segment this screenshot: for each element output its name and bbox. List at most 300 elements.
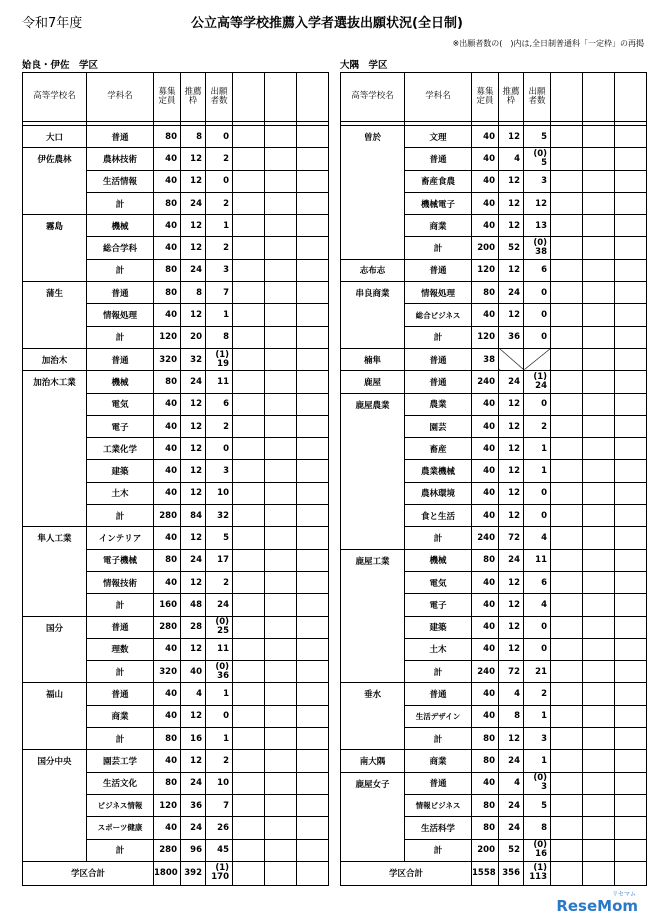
capacity-cell: 40 <box>472 393 499 415</box>
blank-cell <box>615 348 647 370</box>
blank-cell <box>551 326 583 348</box>
blank-cell <box>233 282 265 304</box>
applicants-cell: 10 <box>206 772 233 794</box>
blank-cell <box>615 126 647 148</box>
applicants-cell: 2 <box>206 750 233 772</box>
blank-cell <box>551 482 583 504</box>
capacity-cell: 40 <box>154 571 181 593</box>
blank-cell <box>551 728 583 750</box>
header-blank <box>265 73 297 122</box>
dept-name: 計 <box>87 594 154 616</box>
school-name: 南大隅 <box>341 750 405 772</box>
applicants-cell: 0 <box>524 326 551 348</box>
blank-cell <box>233 817 265 839</box>
blank-cell <box>583 326 615 348</box>
blank-cell <box>297 571 329 593</box>
blank-cell <box>265 415 297 437</box>
capacity-cell: 40 <box>472 415 499 437</box>
dept-name: 土木 <box>87 482 154 504</box>
blank-cell <box>233 148 265 170</box>
blank-cell <box>265 772 297 794</box>
capacity-cell: 80 <box>472 728 499 750</box>
dept-name: 総合ビジネス <box>405 304 472 326</box>
capacity-cell: 80 <box>472 282 499 304</box>
capacity-cell: 200 <box>472 839 499 861</box>
dept-name: 計 <box>87 259 154 281</box>
dept-name: 計 <box>87 326 154 348</box>
blank-cell <box>551 348 583 370</box>
quota-cell: 12 <box>181 638 206 660</box>
quota-cell: 48 <box>181 594 206 616</box>
blank-cell <box>233 638 265 660</box>
blank-cell <box>265 794 297 816</box>
dept-name: 建築 <box>405 616 472 638</box>
applicants-cell <box>524 148 551 170</box>
blank-cell <box>265 282 297 304</box>
blank-cell <box>297 594 329 616</box>
table-row <box>341 348 647 370</box>
blank-cell <box>583 304 615 326</box>
quota-cell: 12 <box>181 527 206 549</box>
applicants-value: 25 <box>217 626 229 637</box>
school-name: 霧島 <box>23 215 87 282</box>
blank-cell <box>551 549 583 571</box>
applicants-cell: 2 <box>206 237 233 259</box>
applicants-cell: 1 <box>206 728 233 750</box>
blank-cell <box>615 259 647 281</box>
dept-name: 農林技術 <box>87 148 154 170</box>
capacity-cell: 40 <box>472 304 499 326</box>
blank-cell <box>583 237 615 259</box>
quota-cell: 96 <box>181 839 206 861</box>
quota-cell: 52 <box>499 839 524 861</box>
header-row <box>341 73 647 122</box>
blank-cell <box>615 705 647 727</box>
quota-cell: 12 <box>499 571 524 593</box>
applicants-cell: 1 <box>524 705 551 727</box>
header-capacity-line2: 定員 <box>158 96 176 106</box>
total-applicants-sub: (1) <box>533 863 547 874</box>
blank-cell <box>583 282 615 304</box>
dept-name: 園芸 <box>405 415 472 437</box>
capacity-cell: 40 <box>472 571 499 593</box>
applicants-cell: 0 <box>206 126 233 148</box>
school-name: 鹿屋女子 <box>341 772 405 861</box>
applicants-cell: 0 <box>206 438 233 460</box>
blank-cell <box>583 259 615 281</box>
dept-name: 建築 <box>87 460 154 482</box>
header-school: 高等学校名 <box>341 73 405 122</box>
blank-cell <box>551 438 583 460</box>
applicants-quota-sub: (0) <box>533 148 547 159</box>
applicants-cell: 5 <box>206 527 233 549</box>
blank-cell <box>551 750 583 772</box>
capacity-cell: 120 <box>472 326 499 348</box>
blank-cell <box>615 237 647 259</box>
blank-cell <box>233 326 265 348</box>
table-row <box>341 750 647 772</box>
table-right <box>340 72 647 886</box>
blank-cell <box>583 728 615 750</box>
blank-cell <box>233 126 265 148</box>
blank-cell <box>615 750 647 772</box>
quota-cell: 12 <box>181 460 206 482</box>
quota-cell: 20 <box>181 326 206 348</box>
applicants-cell: 12 <box>524 192 551 214</box>
blank-cell <box>551 170 583 192</box>
blank-cell <box>551 371 583 393</box>
applicants-cell: 6 <box>206 393 233 415</box>
total-capacity: 1800 <box>154 861 181 885</box>
blank-cell <box>297 705 329 727</box>
capacity-cell: 80 <box>154 772 181 794</box>
school-name: 隼人工業 <box>23 527 87 616</box>
dept-name: 計 <box>87 728 154 750</box>
quota-cell: 12 <box>499 616 524 638</box>
dept-name: 文理 <box>405 126 472 148</box>
applicants-cell: 4 <box>524 527 551 549</box>
quota-cell: 24 <box>181 549 206 571</box>
quota-cell: 8 <box>181 126 206 148</box>
quota-cell: 24 <box>499 549 524 571</box>
quota-cell: 12 <box>499 126 524 148</box>
applicants-cell: 0 <box>524 304 551 326</box>
blank-cell <box>583 594 615 616</box>
applicants-cell: 0 <box>524 616 551 638</box>
dept-name: 農業 <box>405 393 472 415</box>
blank-cell <box>233 415 265 437</box>
applicants-cell: 1 <box>524 460 551 482</box>
capacity-cell: 40 <box>472 638 499 660</box>
quota-cell: 84 <box>181 505 206 527</box>
applicants-cell <box>524 772 551 794</box>
dept-name: 普通 <box>87 616 154 638</box>
capacity-cell: 80 <box>472 794 499 816</box>
capacity-cell: 40 <box>154 415 181 437</box>
blank-cell <box>615 371 647 393</box>
blank-cell <box>265 549 297 571</box>
blank-cell <box>551 594 583 616</box>
blank-cell <box>551 215 583 237</box>
blank-cell <box>615 638 647 660</box>
quota-cell: 52 <box>499 237 524 259</box>
applicants-quota-sub: (0) <box>533 238 547 249</box>
quota-cell: 36 <box>499 326 524 348</box>
blank-cell <box>615 527 647 549</box>
capacity-cell: 320 <box>154 348 181 370</box>
capacity-cell: 80 <box>154 126 181 148</box>
capacity-cell: 320 <box>154 661 181 683</box>
blank-cell <box>265 750 297 772</box>
dept-name: 商業 <box>87 705 154 727</box>
blank-cell <box>265 348 297 370</box>
capacity-cell: 40 <box>472 126 499 148</box>
blank-cell <box>615 817 647 839</box>
dept-name: 総合学科 <box>87 237 154 259</box>
applicants-cell <box>524 237 551 259</box>
blank-cell <box>551 705 583 727</box>
blank-cell <box>297 549 329 571</box>
header-capacity <box>154 73 181 122</box>
applicants-value: 38 <box>535 247 547 258</box>
capacity-cell: 80 <box>154 371 181 393</box>
applicants-cell: 2 <box>524 683 551 705</box>
blank-cell <box>265 482 297 504</box>
dept-name: 普通 <box>405 348 472 370</box>
capacity-cell: 80 <box>154 259 181 281</box>
dept-name: 情報処理 <box>405 282 472 304</box>
total-label: 学区合計 <box>23 861 154 885</box>
blank-cell <box>265 259 297 281</box>
table-row <box>23 215 329 237</box>
table-row <box>341 683 647 705</box>
applicants-quota-sub: (0) <box>215 661 229 672</box>
blank-cell <box>615 215 647 237</box>
capacity-cell: 160 <box>154 594 181 616</box>
blank-cell <box>551 817 583 839</box>
dept-name: 農林環境 <box>405 482 472 504</box>
blank-cell <box>297 259 329 281</box>
applicants-cell: 0 <box>524 393 551 415</box>
quota-cell: 12 <box>181 415 206 437</box>
blank-cell <box>297 683 329 705</box>
dept-name: 普通 <box>405 148 472 170</box>
quota-cell: 12 <box>499 438 524 460</box>
applicants-cell: 2 <box>206 415 233 437</box>
blank-cell <box>297 393 329 415</box>
blank-cell <box>583 192 615 214</box>
blank-cell <box>583 549 615 571</box>
blank-cell <box>233 728 265 750</box>
capacity-cell: 280 <box>154 839 181 861</box>
table-row <box>341 126 647 148</box>
logo-sub: リセマム <box>612 891 636 898</box>
applicants-cell: 8 <box>524 817 551 839</box>
blank-cell <box>233 661 265 683</box>
blank-cell <box>233 215 265 237</box>
table-row <box>341 282 647 304</box>
applicants-cell: 11 <box>206 371 233 393</box>
dept-name: 情報ビジネス <box>405 794 472 816</box>
dept-name: 工業化学 <box>87 438 154 460</box>
blank-cell <box>615 772 647 794</box>
blank-cell <box>583 170 615 192</box>
applicants-value: 24 <box>535 380 547 391</box>
applicants-cell: 7 <box>206 794 233 816</box>
blank-cell <box>233 549 265 571</box>
dept-name: 園芸工学 <box>87 750 154 772</box>
blank-cell <box>615 192 647 214</box>
blank-cell <box>265 505 297 527</box>
blank-cell <box>265 705 297 727</box>
capacity-cell: 80 <box>472 549 499 571</box>
applicants-cell: 3 <box>524 170 551 192</box>
blank-cell <box>265 393 297 415</box>
blank-cell <box>583 460 615 482</box>
blank-cell <box>265 527 297 549</box>
blank-cell <box>233 371 265 393</box>
applicants-cell <box>524 348 551 370</box>
blank-cell <box>233 482 265 504</box>
quota-cell: 24 <box>181 772 206 794</box>
blank-cell <box>583 527 615 549</box>
quota-cell: 24 <box>499 794 524 816</box>
capacity-cell: 200 <box>472 237 499 259</box>
table-row <box>341 549 647 571</box>
blank-cell <box>551 638 583 660</box>
blank-cell <box>615 794 647 816</box>
blank-cell <box>615 571 647 593</box>
capacity-cell: 40 <box>154 304 181 326</box>
dept-name: 電子 <box>87 415 154 437</box>
total-label: 学区合計 <box>341 861 472 885</box>
capacity-cell: 280 <box>154 505 181 527</box>
capacity-cell: 80 <box>154 282 181 304</box>
blank-cell <box>551 861 583 885</box>
blank-cell <box>615 549 647 571</box>
total-quota: 356 <box>499 861 524 885</box>
capacity-cell: 40 <box>472 594 499 616</box>
applicants-cell <box>206 661 233 683</box>
dept-name: 電子 <box>405 594 472 616</box>
logo <box>556 891 638 915</box>
capacity-cell: 40 <box>154 482 181 504</box>
blank-cell <box>233 705 265 727</box>
blank-cell <box>551 304 583 326</box>
quota-cell: 12 <box>499 259 524 281</box>
capacity-cell: 40 <box>154 817 181 839</box>
capacity-cell: 40 <box>154 460 181 482</box>
applicants-cell: 3 <box>206 259 233 281</box>
table-row <box>23 126 329 148</box>
school-name: 加治木工業 <box>23 371 87 527</box>
header-quota <box>181 73 206 122</box>
capacity-cell: 80 <box>154 192 181 214</box>
blank-cell <box>265 861 297 885</box>
blank-cell <box>265 170 297 192</box>
capacity-cell: 40 <box>472 683 499 705</box>
blank-cell <box>297 638 329 660</box>
capacity-cell: 40 <box>154 683 181 705</box>
blank-cell <box>615 661 647 683</box>
blank-cell <box>297 772 329 794</box>
blank-cell <box>551 772 583 794</box>
dept-name: 普通 <box>87 348 154 370</box>
table-row <box>23 527 329 549</box>
blank-cell <box>551 505 583 527</box>
header-row <box>23 73 329 122</box>
applicants-cell: 0 <box>206 170 233 192</box>
dept-name: 畜産 <box>405 438 472 460</box>
table-row <box>341 259 647 281</box>
quota-cell: 72 <box>499 661 524 683</box>
school-name: 鹿屋 <box>341 371 405 393</box>
dept-name: 商業 <box>405 750 472 772</box>
school-name: 鹿屋農業 <box>341 393 405 549</box>
quota-cell: 12 <box>181 571 206 593</box>
quota-cell: 24 <box>499 371 524 393</box>
blank-cell <box>551 616 583 638</box>
blank-cell <box>297 237 329 259</box>
header-applicants-line1: 出願 <box>210 87 228 97</box>
blank-cell <box>583 661 615 683</box>
total-row <box>341 861 647 885</box>
applicants-quota-sub: (1) <box>215 349 229 360</box>
header-blank <box>583 73 615 122</box>
applicants-cell: 2 <box>206 192 233 214</box>
blank-cell <box>233 750 265 772</box>
applicants-cell: 5 <box>524 126 551 148</box>
capacity-cell: 38 <box>472 348 499 370</box>
blank-cell <box>583 148 615 170</box>
applicants-cell: 2 <box>206 571 233 593</box>
blank-cell <box>297 861 329 885</box>
blank-cell <box>583 683 615 705</box>
blank-cell <box>551 415 583 437</box>
blank-cell <box>265 304 297 326</box>
applicants-cell: 45 <box>206 839 233 861</box>
quota-cell: 12 <box>499 594 524 616</box>
applicants-cell: 17 <box>206 549 233 571</box>
dept-name: 計 <box>87 505 154 527</box>
table-left <box>22 72 329 886</box>
table-row <box>23 616 329 638</box>
blank-cell <box>297 192 329 214</box>
applicants-cell: 2 <box>206 148 233 170</box>
applicants-cell: 24 <box>206 594 233 616</box>
school-name: 垂水 <box>341 683 405 750</box>
dept-name: 計 <box>87 192 154 214</box>
blank-cell <box>233 839 265 861</box>
blank-cell <box>233 571 265 593</box>
applicants-cell: 32 <box>206 505 233 527</box>
blank-cell <box>265 571 297 593</box>
blank-cell <box>233 505 265 527</box>
total-capacity: 1558 <box>472 861 499 885</box>
blank-cell <box>233 527 265 549</box>
dept-name: 計 <box>87 661 154 683</box>
applicants-cell: 10 <box>206 482 233 504</box>
applicants-cell: 21 <box>524 661 551 683</box>
dept-name: 機械 <box>405 549 472 571</box>
quota-cell <box>499 348 524 370</box>
dept-name: 食と生活 <box>405 505 472 527</box>
quota-cell: 12 <box>499 215 524 237</box>
blank-cell <box>583 415 615 437</box>
blank-cell <box>551 126 583 148</box>
blank-cell <box>233 794 265 816</box>
applicants-cell: 3 <box>524 728 551 750</box>
applicants-cell: 1 <box>524 750 551 772</box>
dept-name: 計 <box>87 839 154 861</box>
blank-cell <box>265 438 297 460</box>
blank-cell <box>583 616 615 638</box>
blank-cell <box>297 794 329 816</box>
total-applicants <box>524 861 551 885</box>
header-dept: 学科名 <box>87 73 154 122</box>
blank-cell <box>583 750 615 772</box>
blank-cell <box>233 861 265 885</box>
blank-cell <box>551 282 583 304</box>
capacity-cell: 40 <box>154 705 181 727</box>
blank-cell <box>615 304 647 326</box>
header-dept: 学科名 <box>405 73 472 122</box>
capacity-cell: 40 <box>154 438 181 460</box>
header-blank <box>233 73 265 122</box>
applicants-cell: 26 <box>206 817 233 839</box>
header-quota-line1: 推薦 <box>184 87 202 97</box>
district-label-left: 姶良・伊佐 学区 <box>22 60 99 71</box>
